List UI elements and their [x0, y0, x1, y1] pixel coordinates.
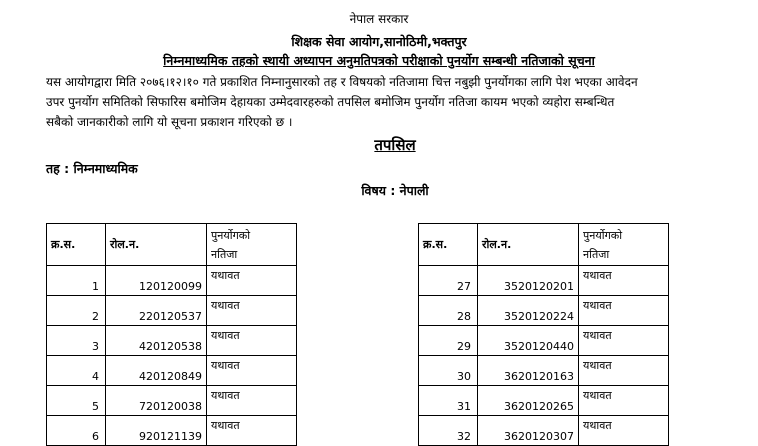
result-header-line1: पुनर्योगको [583, 228, 623, 242]
commission-name: शिक्षक सेवा आयोग,सानोठिमी,भक्तपुर [291, 34, 467, 49]
result-cell: यथावत [579, 266, 669, 296]
serial-cell: 6 [47, 416, 106, 446]
result-cell: यथावत [207, 296, 297, 326]
serial-cell: 27 [419, 266, 478, 296]
table-row [47, 266, 297, 296]
serial-cell: 30 [419, 356, 478, 386]
serial-cell: 2 [47, 296, 106, 326]
roll-cell: 920121139 [106, 416, 207, 446]
result-cell: यथावत [207, 416, 297, 446]
serial-cell: 4 [47, 356, 106, 386]
roll-cell: 3620120163 [478, 356, 579, 386]
table-row [47, 356, 297, 386]
subject-label: विषय : नेपाली [361, 183, 429, 198]
roll-header: रोल.न. [478, 224, 579, 266]
table-row [47, 416, 297, 446]
result-header-line2: नतिजा [211, 247, 238, 261]
roll-cell: 3520120201 [478, 266, 579, 296]
table-row [419, 416, 669, 446]
serial-cell: 5 [47, 386, 106, 416]
roll-cell: 420120849 [106, 356, 207, 386]
details-heading: तपसिल [374, 136, 416, 154]
roll-cell: 120120099 [106, 266, 207, 296]
table-row [419, 296, 669, 326]
table-header-row [419, 224, 669, 266]
serial-cell: 28 [419, 296, 478, 326]
table-row [47, 326, 297, 356]
roll-cell: 3620120307 [478, 416, 579, 446]
roll-cell: 720120038 [106, 386, 207, 416]
table-row [419, 326, 669, 356]
result-header [579, 224, 669, 266]
notice-body-line: उपर पुनर्योग समितिको सिफारिस बमोजिम देहायका उम्मेदवारहरुको तपसिल बमोजिम पुनर्योग नतिजा कायम भएको व्यहोरा सम्बन्धित [46, 95, 615, 109]
table-row [419, 386, 669, 416]
government-name: नेपाल सरकार [349, 12, 409, 26]
roll-cell: 3620120265 [478, 386, 579, 416]
serial-header: क्र.स. [419, 224, 478, 266]
serial-cell: 29 [419, 326, 478, 356]
result-cell: यथावत [207, 326, 297, 356]
serial-cell: 1 [47, 266, 106, 296]
notice-title: निम्नमाध्यमिक तहको स्थायी अध्यापन अनुमतिपत्रको परीक्षाको पुनर्योग सम्बन्धी नतिजाको सूचना [163, 53, 595, 68]
roll-cell: 3520120224 [478, 296, 579, 326]
notice-body [46, 72, 718, 132]
results-table-left [46, 223, 297, 446]
serial-cell: 3 [47, 326, 106, 356]
level-label: तह : निम्नमाध्यमिक [46, 161, 138, 176]
table-header-row [47, 224, 297, 266]
result-cell: यथावत [207, 266, 297, 296]
result-header-line1: पुनर्योगको [211, 228, 251, 242]
result-cell: यथावत [579, 356, 669, 386]
table-row [47, 296, 297, 326]
result-cell: यथावत [579, 296, 669, 326]
result-header [207, 224, 297, 266]
result-cell: यथावत [579, 386, 669, 416]
serial-header: क्र.स. [47, 224, 106, 266]
roll-cell: 220120537 [106, 296, 207, 326]
roll-header: रोल.न. [106, 224, 207, 266]
serial-cell: 31 [419, 386, 478, 416]
result-cell: यथावत [207, 386, 297, 416]
roll-cell: 3520120440 [478, 326, 579, 356]
table-row [47, 386, 297, 416]
notice-body-line: यस आयोगद्वारा मिति २०७६।१२।१० गते प्रकाशित निम्नानुसारको तह र विषयको नतिजामा चित्त नबुझी पुनर्योगका लागि पेश भएका आवेदन [46, 75, 638, 89]
result-header-line2: नतिजा [583, 247, 610, 261]
result-cell: यथावत [579, 326, 669, 356]
roll-cell: 420120538 [106, 326, 207, 356]
result-cell: यथावत [579, 416, 669, 446]
serial-cell: 32 [419, 416, 478, 446]
table-row [419, 356, 669, 386]
table-row [419, 266, 669, 296]
result-cell: यथावत [207, 356, 297, 386]
notice-body-line: सबैको जानकारीको लागि यो सूचना प्रकाशन गरिएको छ । [46, 115, 293, 129]
results-table-right [418, 223, 669, 446]
